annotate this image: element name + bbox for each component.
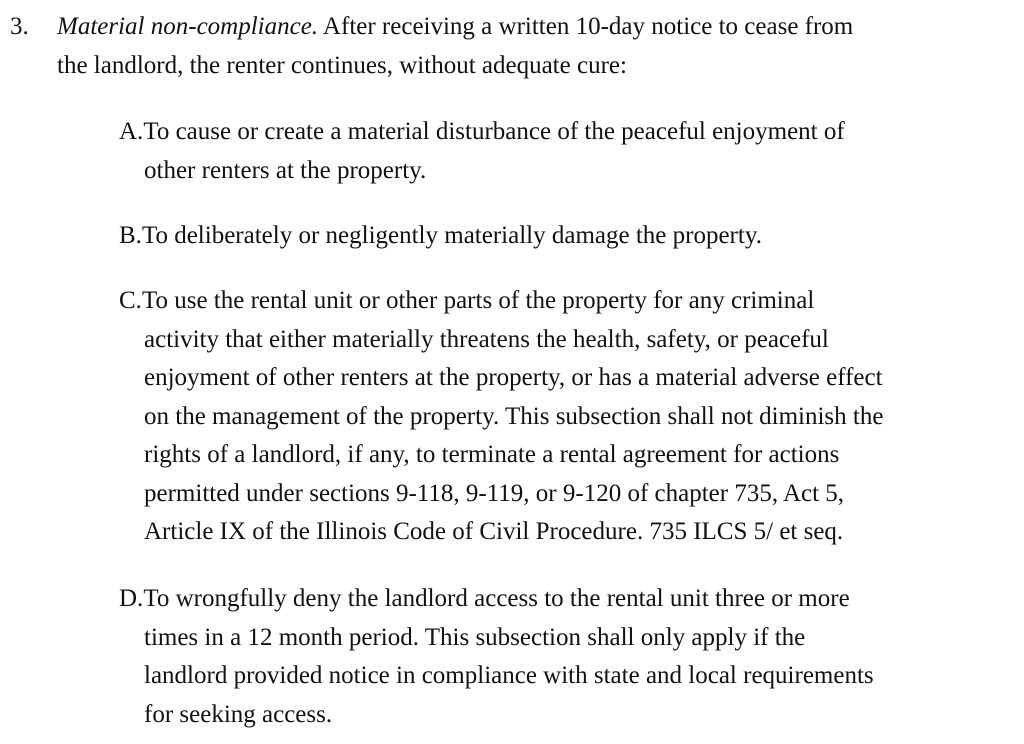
subsection-b <box>119 217 1024 256</box>
subsection-a-line-2: other renters at the property. <box>144 156 427 184</box>
subsection-c-line-1: C.To use the rental unit or other parts of the property for any criminal <box>119 287 815 314</box>
subsection-a-line-1: A.To cause or create a material disturbance of the peaceful enjoyment of <box>119 118 845 145</box>
section-title: Material non-compliance. <box>57 13 319 40</box>
subsection-c-line-6: permitted under sections 9-118, 9-119, or 9-120 of chapter 735, Act 5, <box>144 479 845 507</box>
section-intro-line-1: After receiving a written 10-day notice to cease from <box>318 13 854 40</box>
section-intro-line-2: the landlord, the renter continues, without adequate cure: <box>57 51 627 79</box>
section-intro <box>57 8 1020 85</box>
subsection-d-line-3: landlord provided notice in compliance with state and local requirements <box>144 662 874 689</box>
subsection-d-line-1: D.To wrongfully deny the landlord access to the rental unit three or more <box>119 585 850 612</box>
subsection-c-line-5: rights of a landlord, if any, to terminate a rental agreement for actions <box>144 441 840 468</box>
subsection-d-line-4: for seeking access. <box>144 700 333 728</box>
subsection-label: C. <box>119 287 142 314</box>
subsection-b-line-1: B.To deliberately or negligently materially damage the property. <box>119 222 762 249</box>
subsection-label: B. <box>119 222 142 249</box>
subsection-label: D. <box>119 585 144 612</box>
subsection-d <box>119 580 1024 734</box>
subsection-c-line-7: Article IX of the Illinois Code of Civil Procedure. 735 ILCS 5/ et seq. <box>144 518 844 545</box>
subsection-c-line-4: on the management of the property. This subsection shall not diminish the <box>144 402 884 430</box>
subsection-c <box>119 282 1024 552</box>
subsection-c-line-3: enjoyment of other renters at the property, or has a material adverse effect <box>144 364 883 391</box>
section-3 <box>10 8 1020 85</box>
subsection-c-line-2: activity that either materially threatens the health, safety, or peaceful <box>144 325 829 353</box>
subsection-d-line-2: times in a 12 month period. This subsection shall only apply if the <box>144 623 806 651</box>
subsection-label: A. <box>119 118 144 145</box>
subsection-a <box>119 113 1024 190</box>
section-number: 3. <box>10 13 29 40</box>
